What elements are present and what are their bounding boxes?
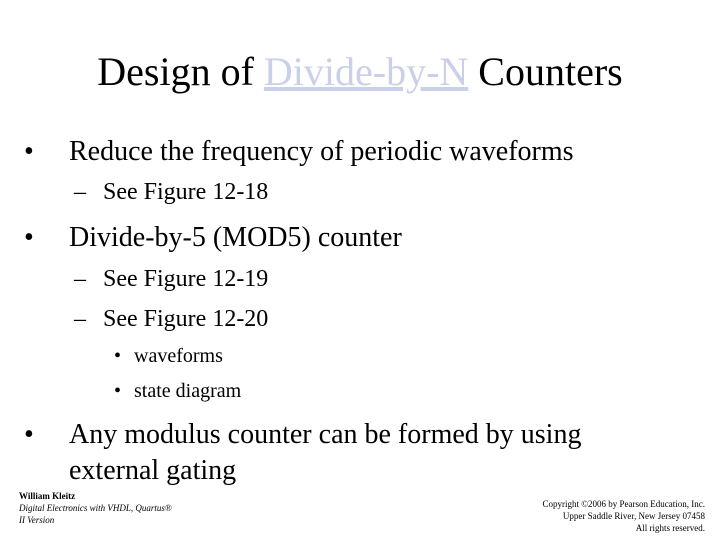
slide-title: [0, 46, 720, 98]
dash-marker: –: [74, 179, 86, 205]
bullet-3-text-line2: external gating: [69, 455, 237, 486]
title-link[interactable]: Divide-by-N: [263, 49, 469, 94]
bullet-1-text: Reduce the frequency of periodic waveforms: [69, 136, 574, 167]
title-prefix: Design of: [97, 49, 264, 94]
copyright-line2: Upper Saddle River, New Jersey 07458: [562, 511, 705, 521]
bullet-3-text-line1: Any modulus counter can be formed by using: [69, 419, 582, 450]
bullet-2-2-2-text: state diagram: [134, 380, 242, 402]
bullet-2-2-1-text: waveforms: [134, 345, 223, 367]
footer-credit: [19, 490, 172, 526]
footer-author: William Kleitz: [19, 491, 76, 501]
footer-book-line1: Digital Electronics with VHDL, Quartus®: [19, 503, 172, 513]
footer-copyright: [542, 498, 705, 534]
bullet-1-1-text: See Figure 12-18: [103, 179, 269, 205]
title-suffix: Counters: [468, 49, 623, 94]
bullet-marker: •: [114, 345, 122, 367]
bullet-marker: •: [24, 419, 34, 450]
bullet-marker: •: [24, 136, 34, 167]
bullet-2-1-text: See Figure 12-19: [103, 266, 269, 292]
bullet-marker: •: [24, 222, 34, 253]
footer-book-line2: II Version: [19, 515, 55, 525]
copyright-line3: All rights reserved.: [635, 523, 705, 533]
bullet-marker: •: [114, 380, 122, 402]
copyright-line1: Copyright ©2006 by Pearson Education, Inc.: [542, 499, 705, 509]
bullet-2-text: Divide-by-5 (MOD5) counter: [69, 222, 402, 253]
dash-marker: –: [74, 306, 86, 332]
bullet-2-2-text: See Figure 12-20: [103, 306, 269, 332]
dash-marker: –: [74, 266, 86, 292]
